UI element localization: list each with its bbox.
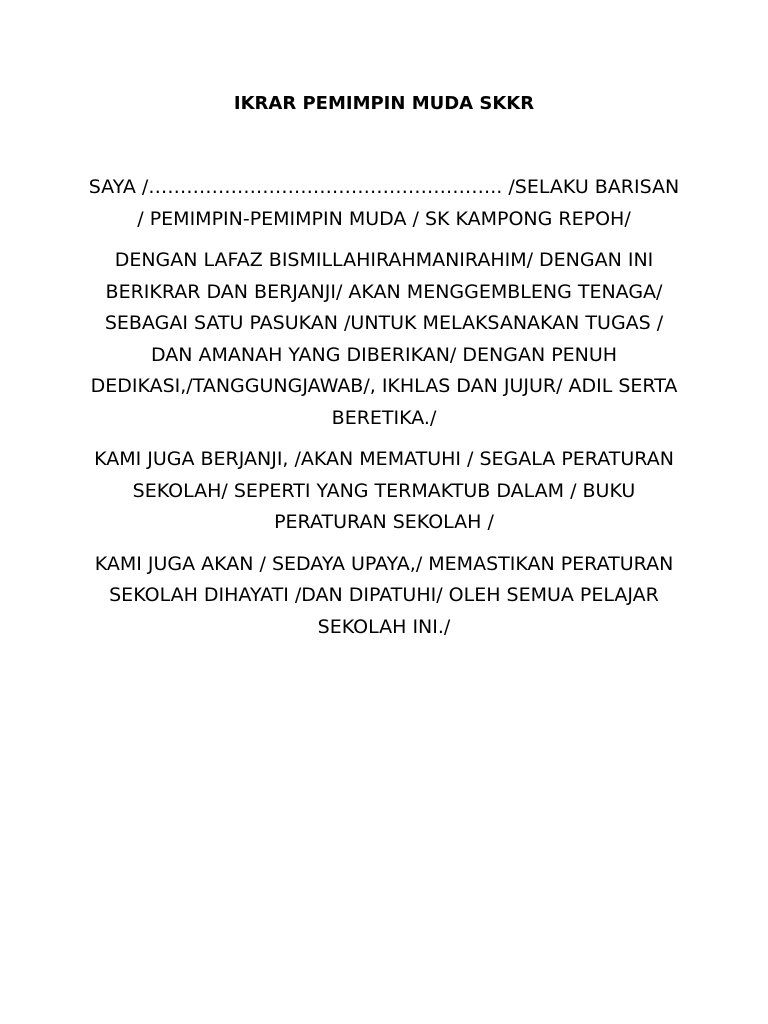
document-title: IKRAR PEMIMPIN MUDA SKKR [233,93,535,114]
paragraph-1: SAYA /……………………………………………….. /SELAKU BARISAN / PEMIMPIN-PEMIMPIN MUDA / SK KAMPONG REPOH/ [88,176,680,230]
paragraph-4: KAMI JUGA AKAN / SEDAYA UPAYA,/ MEMASTIKAN PERATURAN SEKOLAH DIHAYATI /DAN DIPATUHI/ OLEH SEMUA PELAJAR SEKOLAH INI./ [94,552,674,638]
paragraph-3: KAMI JUGA BERJANJI, /AKAN MEMATUHI / SEGALA PERATURAN SEKOLAH/ SEPERTI YANG TERMAKTUB DALAM / BUKU PERATURAN SEKOLAH / [94,448,674,533]
document-body [84,172,684,653]
paragraph-2: DENGAN LAFAZ BISMILLAHIRAHMANIRAHIM/ DENGAN INI BERIKRAR DAN BERJANJI/ AKAN MENGGEMBLENG TENAGA/ SEBAGAI SATU PASUKAN /UNTUK MELAKSANAKAN TUGAS / DAN AMANAH YANG DIBERIKAN/ DENGAN PENUH DEDIKASI,/TANGGUNGJAWAB/, IKHLAS DAN JUJUR/ ADIL SERTA BERETIKA./ [90,249,678,429]
